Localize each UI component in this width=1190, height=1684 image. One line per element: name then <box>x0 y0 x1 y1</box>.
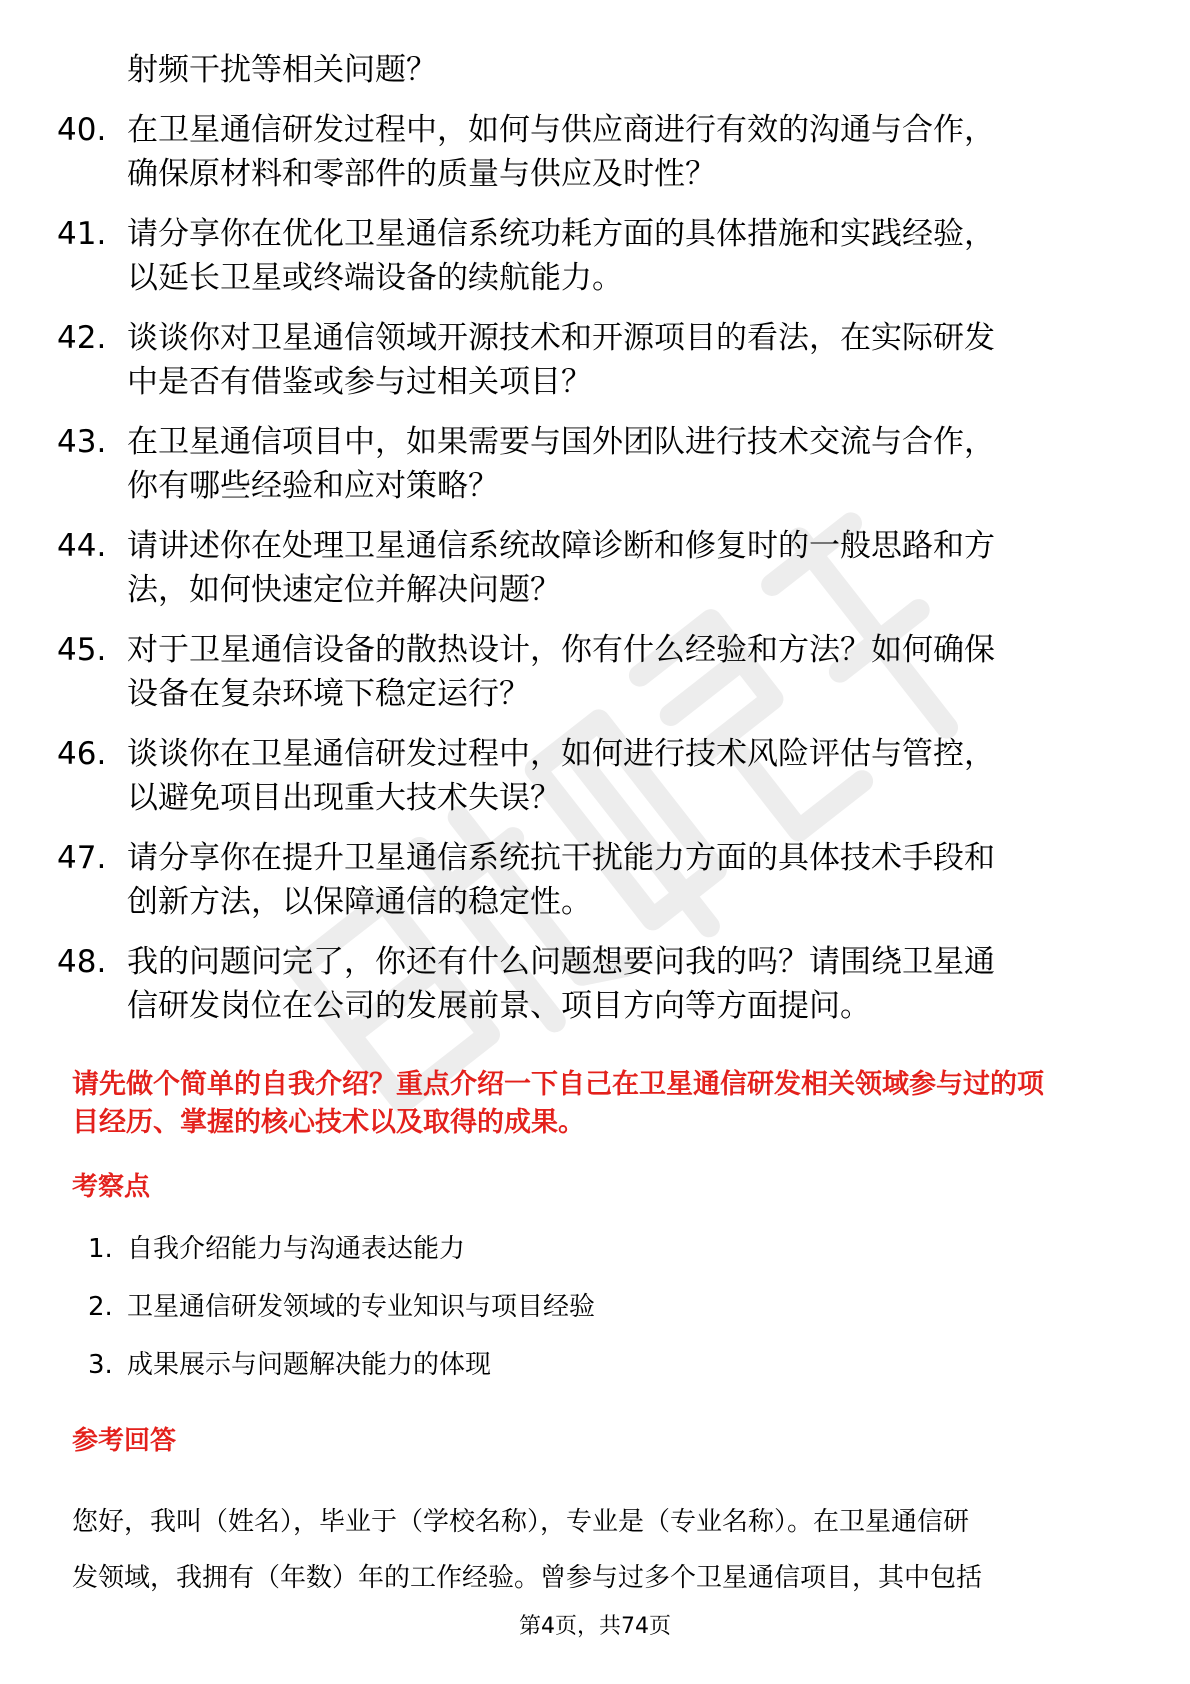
assessment-number: 3. <box>88 1350 113 1380</box>
question-line: 信研发岗位在公司的发展前景、项目方向等方面提问。 <box>127 988 871 1024</box>
question-line: 在卫星通信项目中，如果需要与国外团队进行技术交流与合作， <box>127 424 995 460</box>
question-text <box>127 212 1127 300</box>
assessment-list <box>0 1232 1190 1406</box>
question-item <box>0 940 1190 1044</box>
assessment-text: 自我介绍能力与沟通表达能力 <box>127 1234 466 1264</box>
question-item <box>0 628 1190 732</box>
assessment-heading: 考察点 <box>72 1172 151 1202</box>
reference-answer-heading: 参考回答 <box>72 1426 177 1456</box>
question-number: 42. <box>57 320 107 356</box>
assessment-text: 卫星通信研发领域的专业知识与项目经验 <box>127 1292 596 1322</box>
question-line: 谈谈你对卫星通信领域开源技术和开源项目的看法，在实际研发 <box>127 320 995 356</box>
question-line: 请分享你在提升卫星通信系统抗干扰能力方面的具体技术手段和 <box>127 840 995 876</box>
question-text <box>127 628 1127 716</box>
question-item <box>0 212 1190 316</box>
question-item <box>0 316 1190 420</box>
question-text <box>127 940 1127 1028</box>
answer-line: 发领域，我拥有（年数）年的工作经验。曾参与过多个卫星通信项目，其中包括 <box>72 1563 983 1593</box>
question-text <box>127 524 1127 612</box>
question-item <box>0 836 1190 940</box>
page-footer: 第4页，共74页 <box>519 1614 671 1639</box>
question-line: 以延长卫星或终端设备的续航能力。 <box>127 260 623 296</box>
question-item <box>0 420 1190 524</box>
question-text <box>127 732 1127 820</box>
prompt-line: 目经历、掌握的核心技术以及取得的成果。 <box>72 1107 585 1138</box>
prompt-line: 请先做个简单的自我介绍？重点介绍一下自己在卫星通信研发相关领域参与过的项 <box>72 1069 1044 1100</box>
assessment-item <box>0 1290 1190 1348</box>
assessment-item <box>0 1348 1190 1406</box>
question-number: 41. <box>57 216 107 252</box>
question-number: 45. <box>57 632 107 668</box>
question-line: 以避免项目出现重大技术失误？ <box>127 780 561 816</box>
question-item <box>0 108 1190 212</box>
question-line: 确保原材料和零部件的质量与供应及时性？ <box>127 156 716 192</box>
question-39-continuation: 射频干扰等相关问题？ <box>127 52 437 88</box>
question-list <box>0 108 1190 1044</box>
question-line: 在卫星通信研发过程中，如何与供应商进行有效的沟通与合作， <box>127 112 995 148</box>
interview-prompt <box>72 1066 1132 1142</box>
question-number: 46. <box>57 736 107 772</box>
question-item <box>0 524 1190 628</box>
question-line: 对于卫星通信设备的散热设计，你有什么经验和方法？如何确保 <box>127 632 995 668</box>
question-text <box>127 108 1127 196</box>
reference-answer-text <box>72 1494 1132 1606</box>
assessment-number: 2. <box>88 1292 113 1322</box>
question-line: 请分享你在优化卫星通信系统功耗方面的具体措施和实践经验， <box>127 216 995 252</box>
question-number: 48. <box>57 944 107 980</box>
question-text <box>127 420 1127 508</box>
question-line: 法，如何快速定位并解决问题？ <box>127 572 561 608</box>
answer-line: 您好，我叫（姓名），毕业于（学校名称），专业是（专业名称）。在卫星通信研 <box>72 1507 970 1537</box>
question-text <box>127 316 1127 404</box>
question-line: 请讲述你在处理卫星通信系统故障诊断和修复时的一般思路和方 <box>127 528 995 564</box>
question-line: 我的问题问完了，你还有什么问题想要问我的吗？请围绕卫星通 <box>127 944 995 980</box>
question-number: 47. <box>57 840 107 876</box>
question-line: 设备在复杂环境下稳定运行？ <box>127 676 530 712</box>
question-line: 谈谈你在卫星通信研发过程中，如何进行技术风险评估与管控， <box>127 736 995 772</box>
assessment-number: 1. <box>88 1234 113 1264</box>
question-line: 你有哪些经验和应对策略？ <box>127 468 499 504</box>
question-number: 40. <box>57 112 107 148</box>
question-item <box>0 732 1190 836</box>
question-number: 44. <box>57 528 107 564</box>
assessment-text: 成果展示与问题解决能力的体现 <box>127 1350 492 1380</box>
question-text <box>127 836 1127 924</box>
question-number: 43. <box>57 424 107 460</box>
question-line: 中是否有借鉴或参与过相关项目？ <box>127 364 592 400</box>
assessment-item <box>0 1232 1190 1290</box>
question-line: 创新方法，以保障通信的稳定性。 <box>127 884 592 920</box>
